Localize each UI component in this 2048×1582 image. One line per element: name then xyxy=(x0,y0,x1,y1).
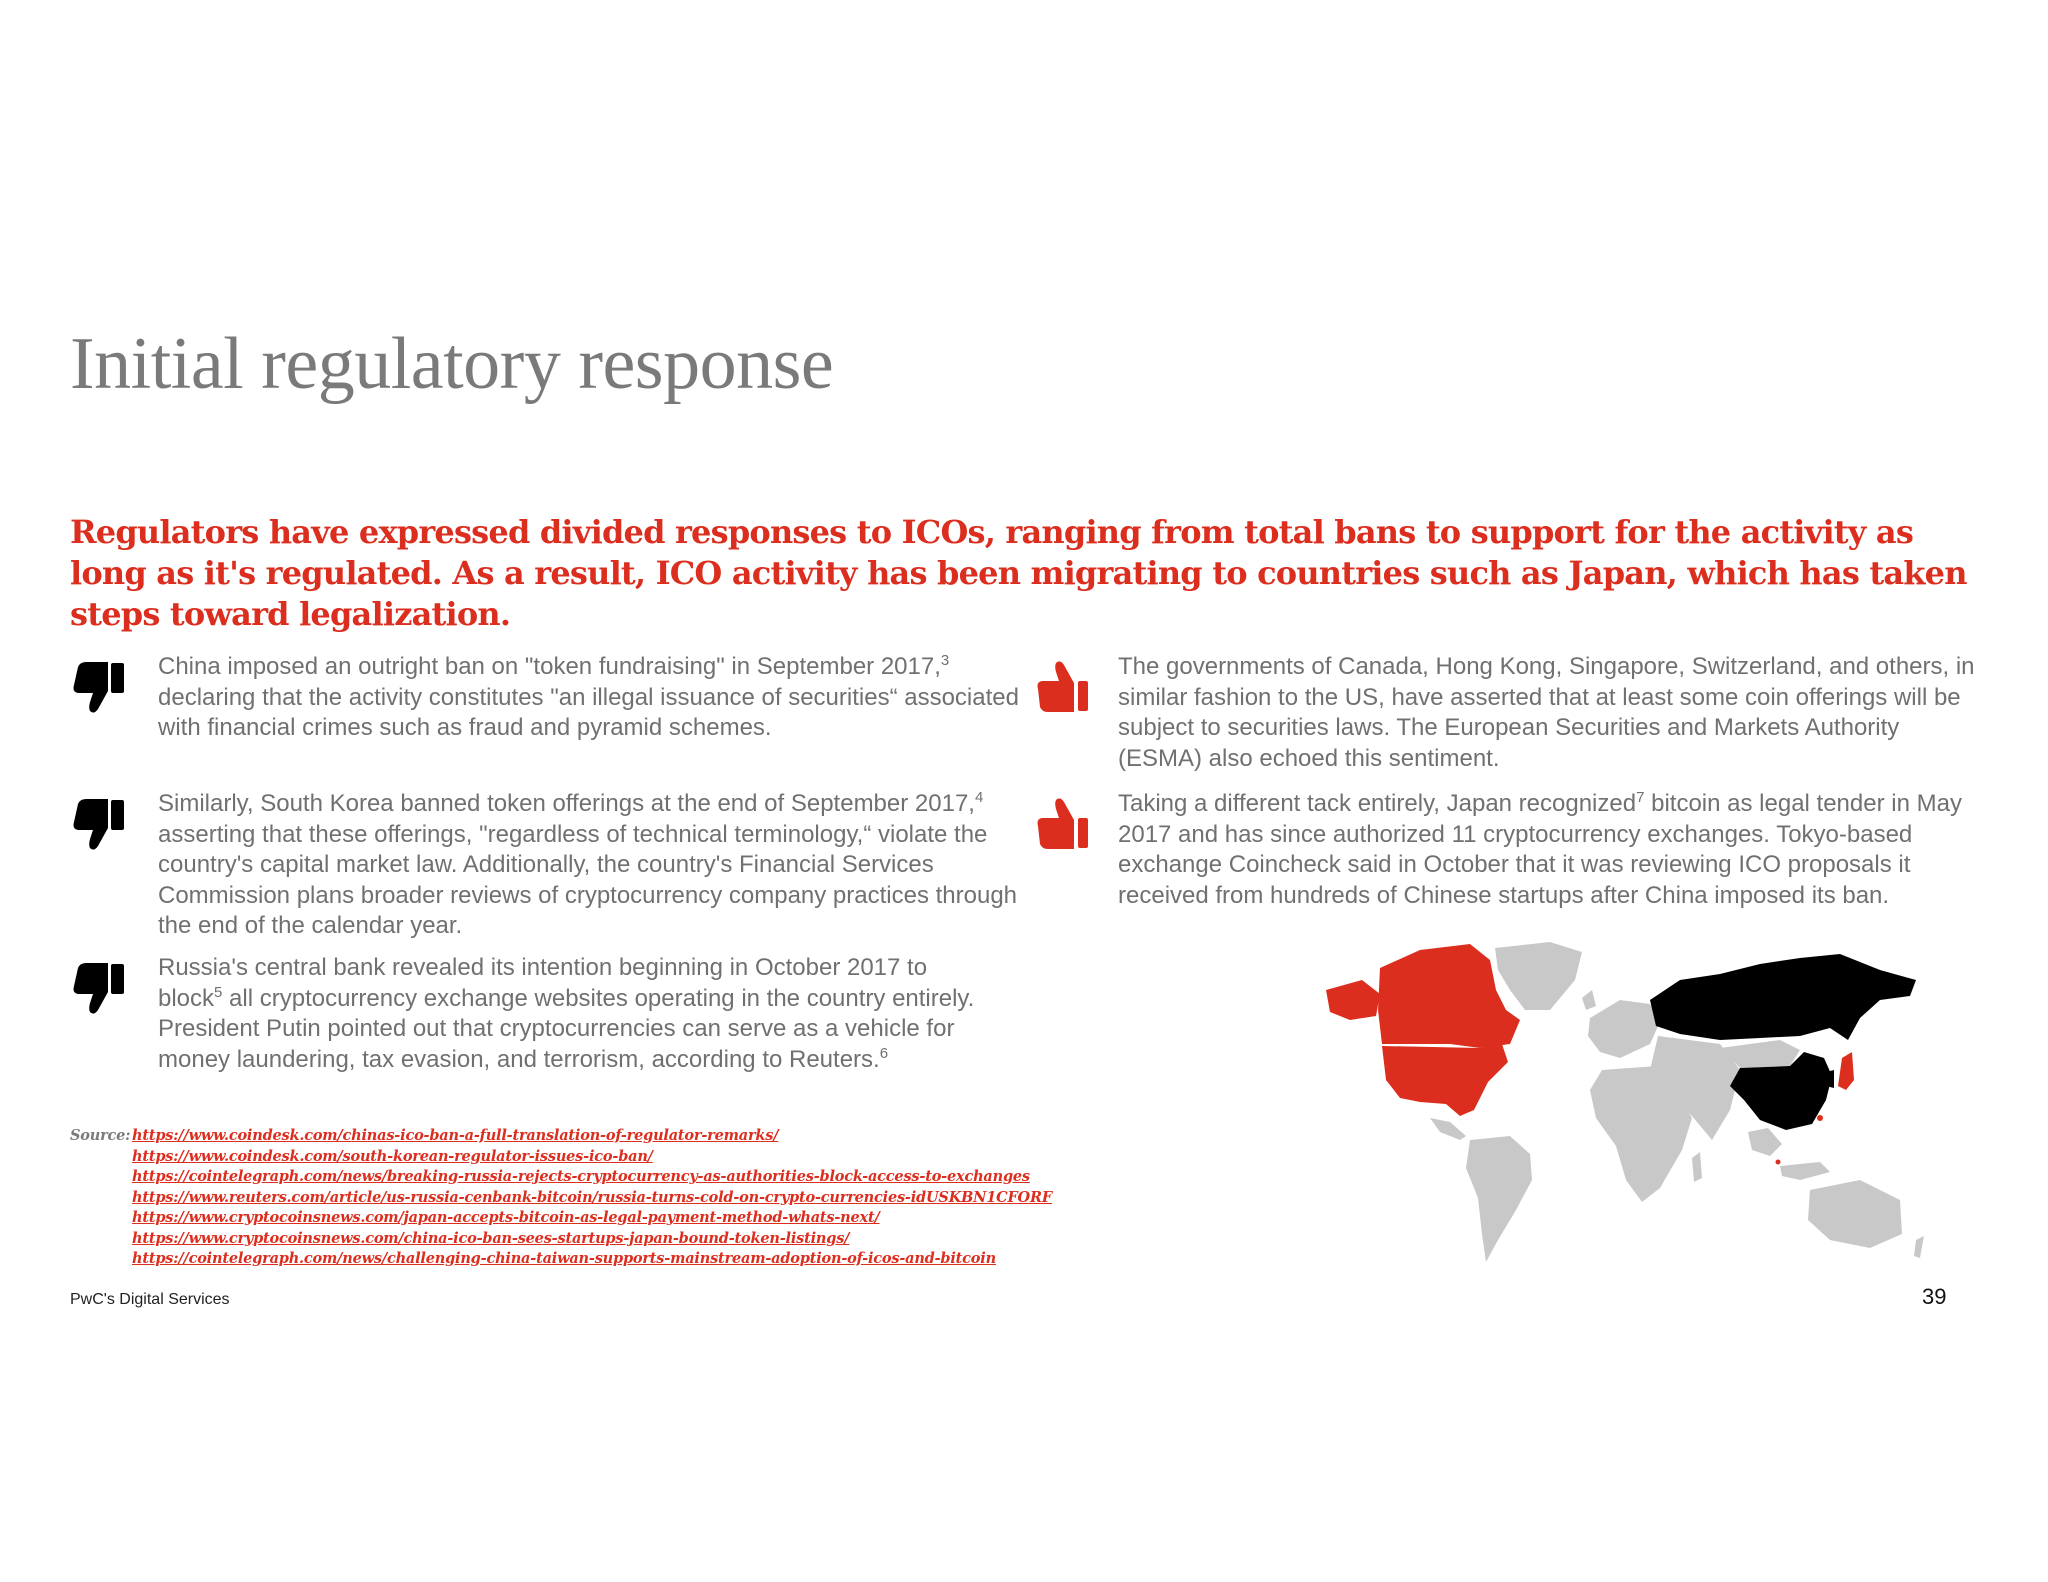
source-link[interactable]: https://www.coindesk.com/chinas-ico-ban-a-full-translation-of-regulator-remarks/ xyxy=(132,1127,779,1144)
positive-point-japan xyxy=(1030,789,1980,911)
thumbs-down-icon xyxy=(70,794,130,854)
page-subtitle: Regulators have expressed divided responses to ICOs, ranging from total bans to support for the activity as long as it's regulated. As a result, ICO activity has been migrating to countries such as Japan, which has taken steps toward legalization. xyxy=(70,513,1967,633)
positive-point-securities-laws xyxy=(1030,652,1980,774)
sources-label: Source: xyxy=(70,1127,131,1144)
thumbs-down-icon xyxy=(70,958,130,1018)
source-link[interactable]: https://cointelegraph.com/news/challenging-china-taiwan-supports-mainstream-adoption-of-icos-and-bitcoin xyxy=(132,1250,996,1267)
page-number: 39 xyxy=(1922,1284,1947,1309)
world-map xyxy=(1320,940,1930,1280)
negative-point-text: China imposed an outright ban on "token fundraising" in September 2017,$^3$ declaring that the activity constitutes "an illegal issuance of securities“ associated with financial crimes such as fraud and pyramid schemes. xyxy=(158,652,1019,741)
thumbs-up-icon xyxy=(1030,657,1090,717)
source-link[interactable]: https://www.cryptocoinsnews.com/japan-accepts-bitcoin-as-legal-payment-method-whats-next/ xyxy=(132,1209,880,1226)
footer-brand: PwC's Digital Services xyxy=(70,1291,230,1308)
source-link[interactable]: https://cointelegraph.com/news/breaking-russia-rejects-cryptocurrency-as-authorities-block-access-to-exchanges xyxy=(132,1168,1030,1185)
negative-point-south-korea xyxy=(70,789,1030,942)
negative-point-russia xyxy=(70,953,1030,1075)
positive-point-text: The governments of Canada, Hong Kong, Singapore, Switzerland, and others, in similar fashion to the US, have asserted that at least some coin offerings will be subject to securities laws. The European Securities and Markets Authority (ESMA) also echoed this sentiment. xyxy=(1118,653,1975,772)
negative-point-text: Russia's central bank revealed its intention beginning in October 2017 to block$^5$ all cryptocurrency exchange websites operating in the country entirely. President Putin pointed out that cryptocurrencies can serve as a vehicle for money laundering, tax evasion, and terrorism, according to Reuters.$^6$ xyxy=(158,954,975,1073)
negative-point-china xyxy=(70,652,1030,744)
source-link[interactable]: https://www.coindesk.com/south-korean-regulator-issues-ico-ban/ xyxy=(132,1147,653,1165)
negative-point-text: Similarly, South Korea banned token offerings at the end of September 2017,$^4$ asserting that these offerings, "regardless of technical terminology,“ violate the country's capital market law. Additionally, the country's Financial Services Commission plans broader reviews of cryptocurrency company practices through the end of the calendar year. xyxy=(158,789,1018,939)
source-link[interactable]: https://www.cryptocoinsnews.com/china-ico-ban-sees-startups-japan-bound-token-listings/ xyxy=(132,1229,850,1247)
thumbs-up-icon xyxy=(1030,794,1090,854)
positive-point-text: Taking a different tack entirely, Japan recognized$^7$ bitcoin as legal tender in May 2017 and has since authorized 11 cryptocurrency exchanges. Tokyo-based exchange Coincheck said in October that it was reviewing ICO proposals it received from hundreds of Chinese startups after China imposed its ban. xyxy=(1118,789,1962,909)
source-link[interactable]: https://www.reuters.com/article/us-russia-cenbank-bitcoin/russia-turns-cold-on-crypto-currencies-idUSKBN1CFORF xyxy=(132,1188,1052,1206)
thumbs-down-icon xyxy=(70,657,130,717)
page-title: Initial regulatory response xyxy=(70,323,834,405)
sources-list xyxy=(70,1126,1052,1270)
